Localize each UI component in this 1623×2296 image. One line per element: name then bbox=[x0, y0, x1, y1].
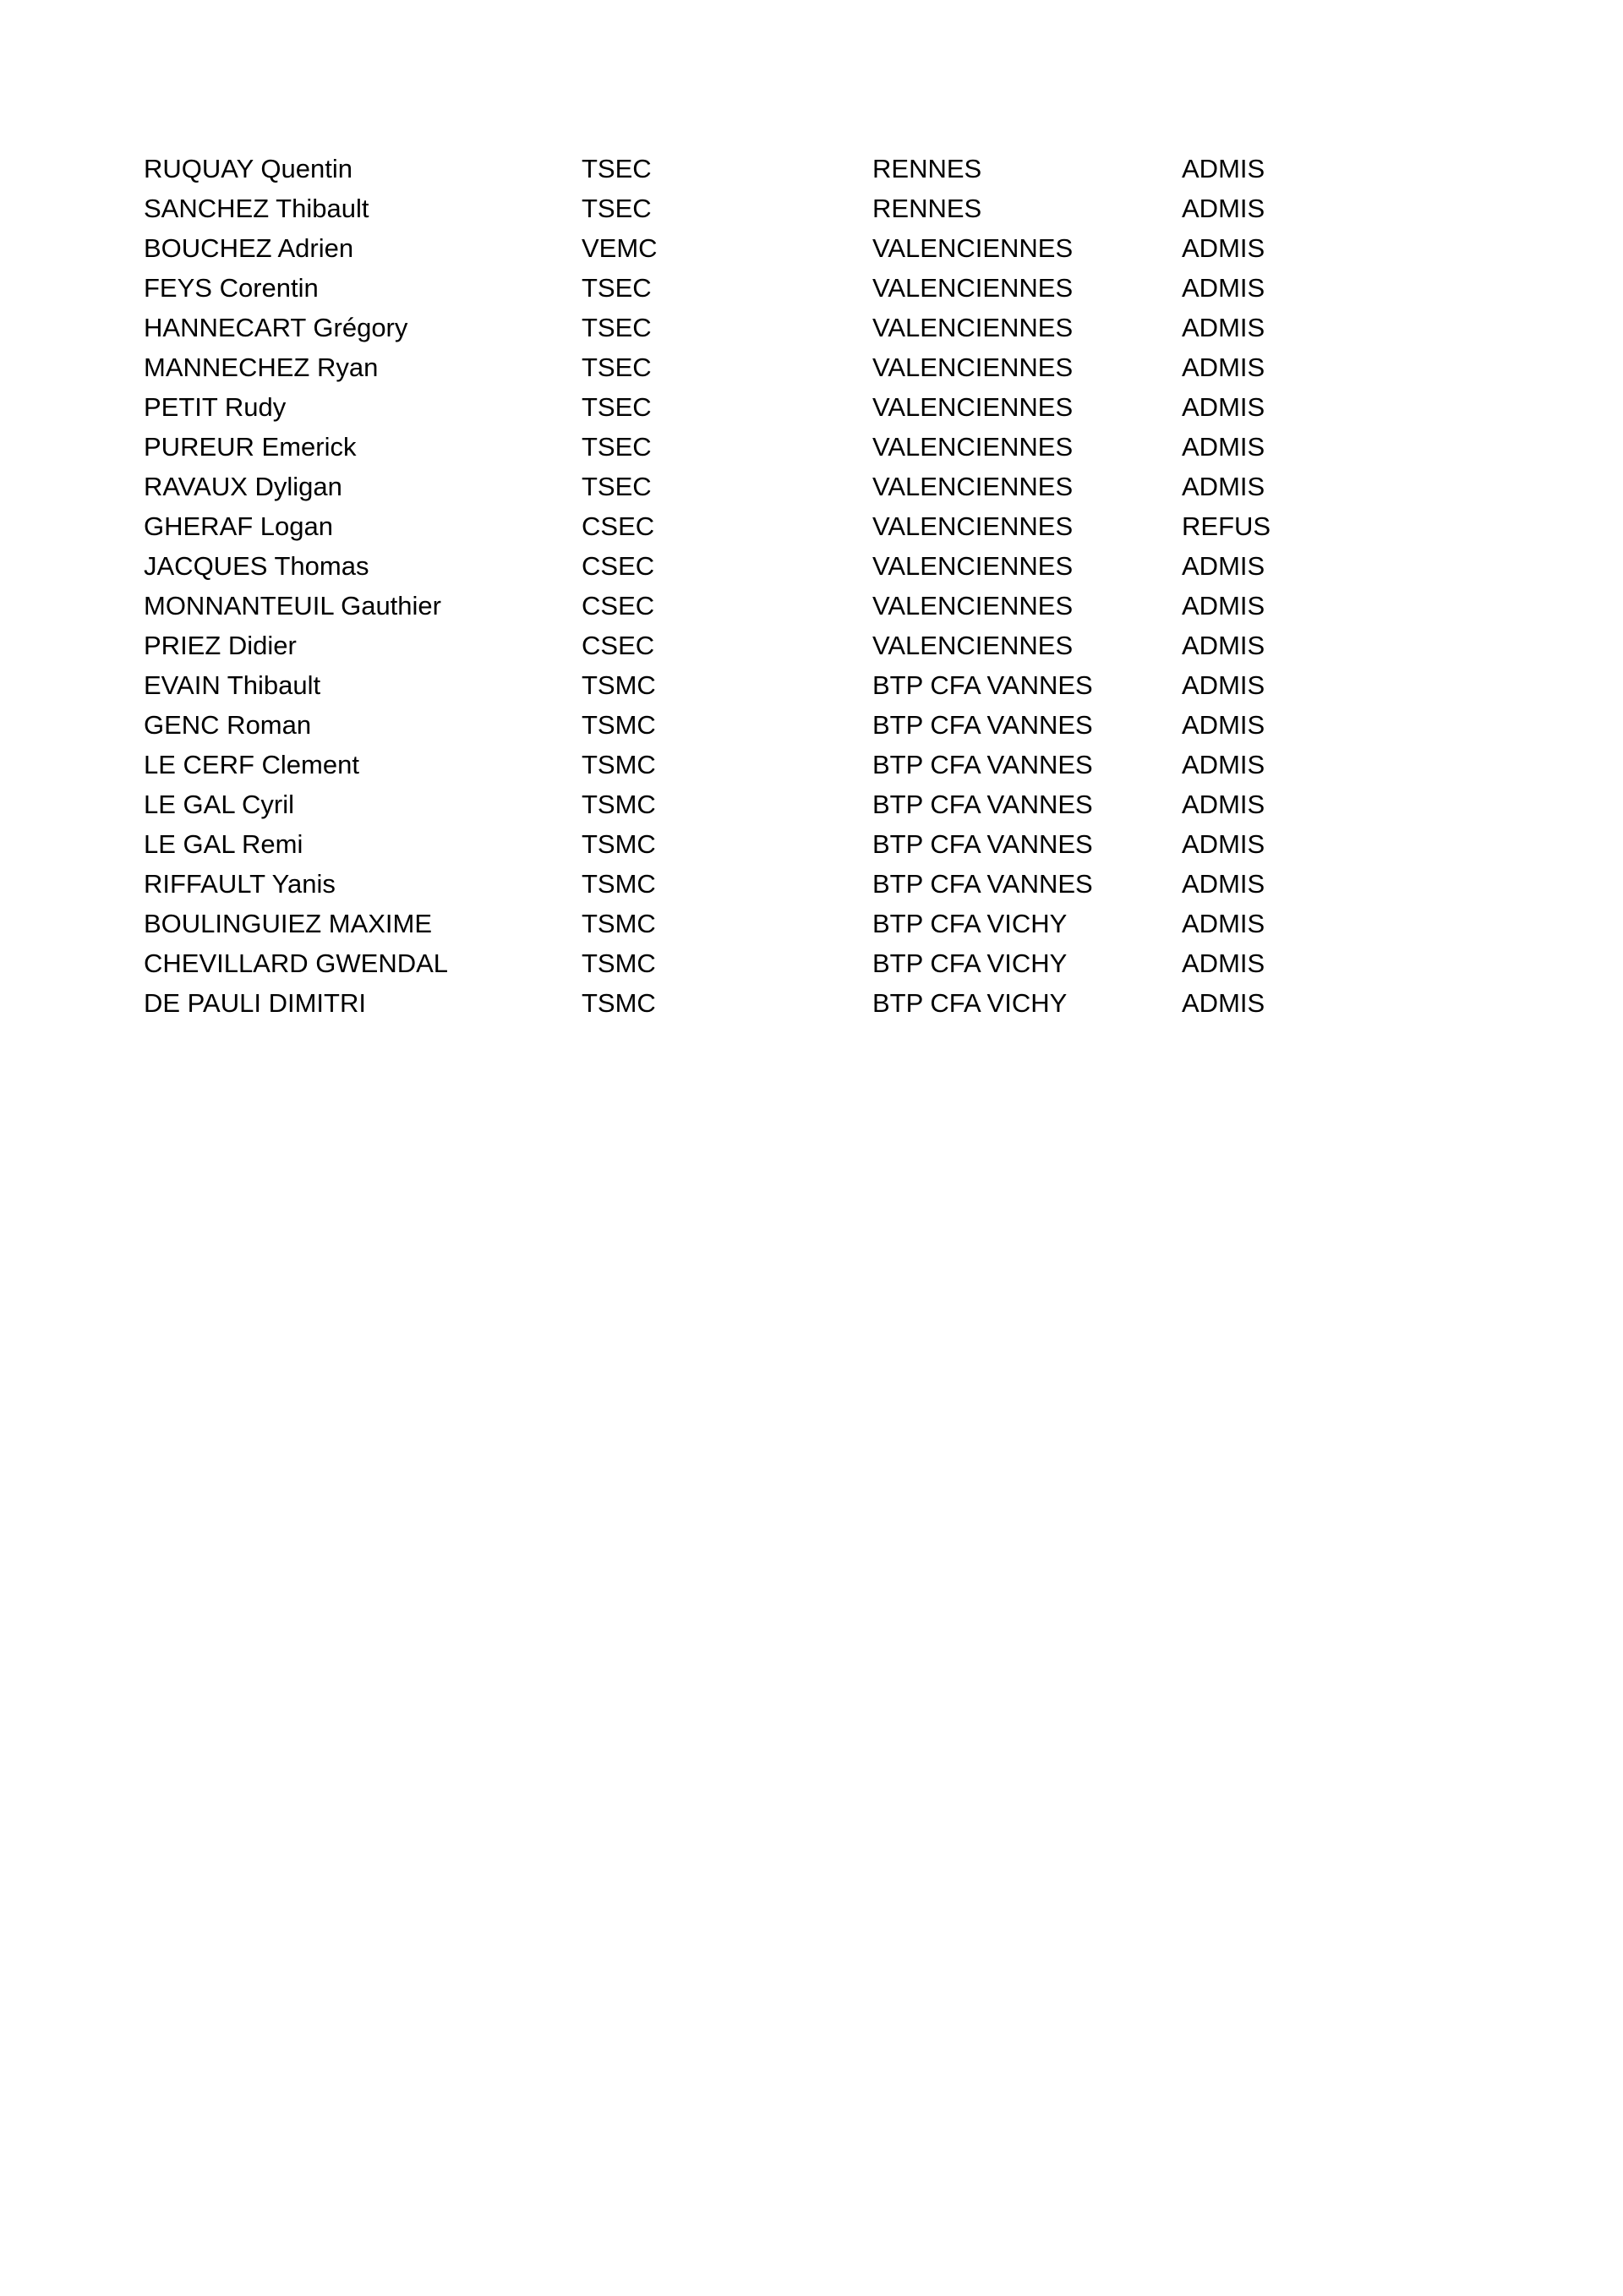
exam-result: ADMIS bbox=[1182, 829, 1265, 859]
training-center: BTP CFA VANNES bbox=[872, 710, 1093, 740]
candidate-name: EVAIN Thibault bbox=[144, 670, 321, 700]
exam-result: ADMIS bbox=[1182, 631, 1265, 660]
training-center: BTP CFA VANNES bbox=[872, 869, 1093, 899]
training-center: VALENCIENNES bbox=[872, 313, 1074, 342]
exam-result: ADMIS bbox=[1182, 750, 1265, 779]
diploma-code: TSMC bbox=[582, 909, 656, 938]
candidate-name: LE GAL Cyril bbox=[144, 790, 295, 819]
diploma-code: TSEC bbox=[582, 353, 652, 382]
candidate-name: FEYS Corentin bbox=[144, 273, 319, 303]
candidate-name: LE GAL Remi bbox=[144, 829, 303, 859]
diploma-code: TSMC bbox=[582, 670, 656, 700]
candidate-name: PUREUR Emerick bbox=[144, 432, 357, 462]
diploma-code: TSEC bbox=[582, 194, 652, 223]
training-center: BTP CFA VANNES bbox=[872, 670, 1093, 700]
candidate-name: JACQUES Thomas bbox=[144, 551, 369, 581]
table-row bbox=[144, 308, 1327, 347]
table-row bbox=[144, 864, 1327, 904]
exam-result: ADMIS bbox=[1182, 432, 1265, 462]
diploma-code: TSMC bbox=[582, 710, 656, 740]
candidate-name: RUQUAY Quentin bbox=[144, 154, 352, 183]
table-row bbox=[144, 189, 1327, 228]
table-row bbox=[144, 427, 1327, 467]
diploma-code: TSMC bbox=[582, 790, 656, 819]
training-center: VALENCIENNES bbox=[872, 353, 1074, 382]
exam-result: ADMIS bbox=[1182, 591, 1265, 620]
training-center: VALENCIENNES bbox=[872, 631, 1074, 660]
training-center: BTP CFA VANNES bbox=[872, 750, 1093, 779]
candidate-name: HANNECART Grégory bbox=[144, 313, 408, 342]
training-center: VALENCIENNES bbox=[872, 233, 1074, 263]
exam-result: ADMIS bbox=[1182, 194, 1265, 223]
training-center: VALENCIENNES bbox=[872, 432, 1074, 462]
diploma-code: TSMC bbox=[582, 750, 656, 779]
exam-result: REFUS bbox=[1182, 511, 1271, 541]
table-row bbox=[144, 904, 1327, 943]
results-table bbox=[144, 149, 1327, 1023]
table-row bbox=[144, 745, 1327, 784]
exam-result: ADMIS bbox=[1182, 869, 1265, 899]
diploma-code: TSMC bbox=[582, 988, 656, 1018]
exam-result: ADMIS bbox=[1182, 948, 1265, 978]
candidate-name: DE PAULI DIMITRI bbox=[144, 988, 366, 1018]
diploma-code: TSMC bbox=[582, 829, 656, 859]
exam-result: ADMIS bbox=[1182, 154, 1265, 183]
exam-result: ADMIS bbox=[1182, 233, 1265, 263]
diploma-code: TSEC bbox=[582, 273, 652, 303]
candidate-name: LE CERF Clement bbox=[144, 750, 359, 779]
table-row bbox=[144, 586, 1327, 626]
exam-result: ADMIS bbox=[1182, 551, 1265, 581]
table-row bbox=[144, 467, 1327, 506]
training-center: BTP CFA VICHY bbox=[872, 909, 1068, 938]
training-center: VALENCIENNES bbox=[872, 551, 1074, 581]
exam-result: ADMIS bbox=[1182, 472, 1265, 501]
training-center: VALENCIENNES bbox=[872, 273, 1074, 303]
exam-result: ADMIS bbox=[1182, 710, 1265, 740]
exam-result: ADMIS bbox=[1182, 909, 1265, 938]
candidate-name: BOUCHEZ Adrien bbox=[144, 233, 354, 263]
table-row bbox=[144, 705, 1327, 745]
table-row bbox=[144, 387, 1327, 427]
training-center: BTP CFA VICHY bbox=[872, 988, 1068, 1018]
diploma-code: TSEC bbox=[582, 392, 652, 422]
training-center: RENNES bbox=[872, 194, 982, 223]
training-center: RENNES bbox=[872, 154, 982, 183]
candidate-name: MANNECHEZ Ryan bbox=[144, 353, 379, 382]
table-row bbox=[144, 626, 1327, 665]
training-center: BTP CFA VANNES bbox=[872, 790, 1093, 819]
training-center: BTP CFA VANNES bbox=[872, 829, 1093, 859]
table-row bbox=[144, 546, 1327, 586]
candidate-name: RAVAUX Dyligan bbox=[144, 472, 342, 501]
candidate-name: CHEVILLARD GWENDAL bbox=[144, 948, 449, 978]
table-row bbox=[144, 347, 1327, 387]
table-row bbox=[144, 824, 1327, 864]
diploma-code: TSMC bbox=[582, 869, 656, 899]
diploma-code: TSEC bbox=[582, 472, 652, 501]
exam-result: ADMIS bbox=[1182, 392, 1265, 422]
exam-result: ADMIS bbox=[1182, 988, 1265, 1018]
diploma-code: TSEC bbox=[582, 154, 652, 183]
diploma-code: VEMC bbox=[582, 233, 658, 263]
candidate-name: GHERAF Logan bbox=[144, 511, 333, 541]
exam-result: ADMIS bbox=[1182, 790, 1265, 819]
training-center: VALENCIENNES bbox=[872, 472, 1074, 501]
training-center: VALENCIENNES bbox=[872, 511, 1074, 541]
diploma-code: TSMC bbox=[582, 948, 656, 978]
diploma-code: TSEC bbox=[582, 313, 652, 342]
table-row bbox=[144, 665, 1327, 705]
diploma-code: CSEC bbox=[582, 511, 655, 541]
candidate-name: PETIT Rudy bbox=[144, 392, 287, 422]
table-row bbox=[144, 943, 1327, 983]
candidate-name: MONNANTEUIL Gauthier bbox=[144, 591, 441, 620]
exam-result: ADMIS bbox=[1182, 353, 1265, 382]
training-center: VALENCIENNES bbox=[872, 591, 1074, 620]
table-row bbox=[144, 268, 1327, 308]
candidate-name: BOULINGUIEZ MAXIME bbox=[144, 909, 433, 938]
diploma-code: CSEC bbox=[582, 631, 655, 660]
table-row bbox=[144, 506, 1327, 546]
candidate-name: SANCHEZ Thibault bbox=[144, 194, 369, 223]
table-row bbox=[144, 149, 1327, 189]
diploma-code: TSEC bbox=[582, 432, 652, 462]
exam-result: ADMIS bbox=[1182, 273, 1265, 303]
diploma-code: CSEC bbox=[582, 591, 655, 620]
candidate-name: GENC Roman bbox=[144, 710, 312, 740]
training-center: BTP CFA VICHY bbox=[872, 948, 1068, 978]
training-center: VALENCIENNES bbox=[872, 392, 1074, 422]
exam-result: ADMIS bbox=[1182, 670, 1265, 700]
candidate-name: PRIEZ Didier bbox=[144, 631, 297, 660]
table-row bbox=[144, 983, 1327, 1023]
table-row bbox=[144, 784, 1327, 824]
diploma-code: CSEC bbox=[582, 551, 655, 581]
candidate-name: RIFFAULT Yanis bbox=[144, 869, 336, 899]
exam-result: ADMIS bbox=[1182, 313, 1265, 342]
table-row bbox=[144, 228, 1327, 268]
